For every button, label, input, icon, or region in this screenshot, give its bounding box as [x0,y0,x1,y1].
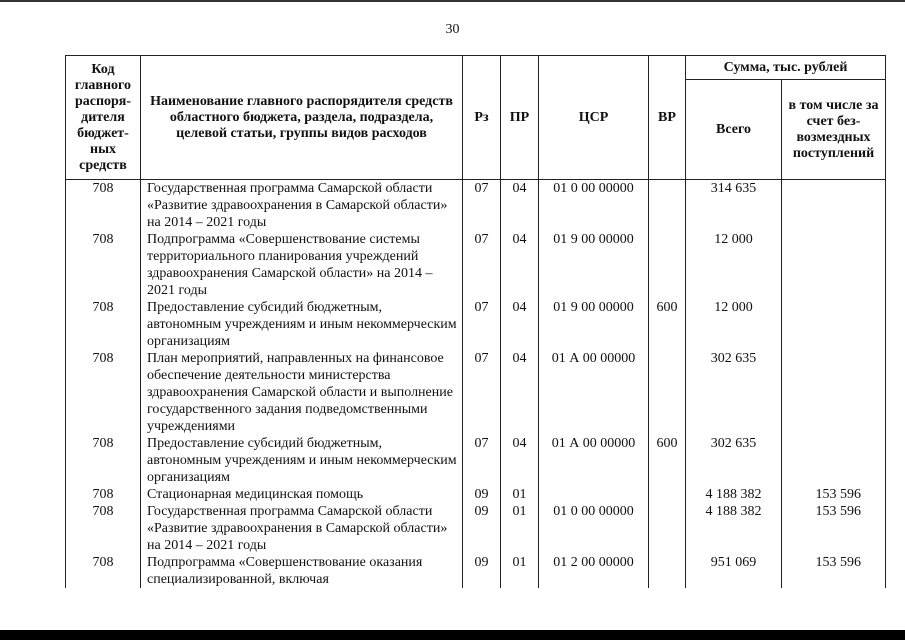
cell-vr: 600 [649,435,686,486]
cell-rz: 09 [463,554,501,588]
cell-total: 4 188 382 [686,503,782,554]
cell-vr [649,231,686,299]
cell-name: Предоставление субсидий бюджетным, автономным учреждениям и иным некоммерческим организациям [141,299,463,350]
cell-code: 708 [66,350,141,435]
cell-csr: 01 А 00 00000 [539,435,649,486]
cell-pr: 01 [501,486,539,503]
table-row [66,231,886,299]
cell-csr: 01 2 00 00000 [539,554,649,588]
cell-csr: 01 0 00 00000 [539,180,649,232]
cell-total: 951 069 [686,554,782,588]
table-row [66,180,886,232]
cell-total: 4 188 382 [686,486,782,503]
cell-name: Государственная программа Самарской области «Развитие здравоохранения в Самарской области» на 2014 – 2021 годы [141,180,463,232]
cell-total: 302 635 [686,435,782,486]
cell-rz: 09 [463,486,501,503]
cell-total: 302 635 [686,350,782,435]
cell-name: Подпрограмма «Совершенствование системы территориального планирования учреждений здравоохранения Самарской области» на 2014 – 2021 годы [141,231,463,299]
cell-free [782,435,886,486]
cell-total: 314 635 [686,180,782,232]
cell-code: 708 [66,180,141,232]
table-row [66,435,886,486]
cell-pr: 01 [501,503,539,554]
table-body [66,180,886,589]
cell-csr [539,486,649,503]
cell-code: 708 [66,435,141,486]
cell-pr: 04 [501,435,539,486]
cell-vr [649,554,686,588]
cell-name: Подпрограмма «Совершенствование оказания специализированной, включая [141,554,463,588]
cell-pr: 01 [501,554,539,588]
table-row [66,486,886,503]
cell-name: Стационарная медицинская помощь [141,486,463,503]
cell-vr [649,503,686,554]
cell-name: План мероприятий, направленных на финансовое обеспечение деятельности министерства здравоохранения Самарской области и выполнение государственного задания подведомственными учреждениями [141,350,463,435]
table-row [66,554,886,588]
header-rz: Рз [463,56,501,180]
cell-rz: 07 [463,350,501,435]
cell-pr: 04 [501,180,539,232]
cell-name: Предоставление субсидий бюджетным, автономным учреждениям и иным некоммерческим организациям [141,435,463,486]
cell-total: 12 000 [686,231,782,299]
cell-pr: 04 [501,350,539,435]
cell-pr: 04 [501,231,539,299]
cell-free [782,231,886,299]
cell-code: 708 [66,486,141,503]
header-code: Код главного распоря-дителя бюджет-ных средств [66,56,141,180]
cell-rz: 09 [463,503,501,554]
table-row [66,503,886,554]
cell-total: 12 000 [686,299,782,350]
cell-free: 153 596 [782,554,886,588]
cell-vr [649,180,686,232]
cell-code: 708 [66,231,141,299]
cell-free: 153 596 [782,503,886,554]
bottom-scan-bar [0,630,905,640]
cell-pr: 04 [501,299,539,350]
cell-code: 708 [66,503,141,554]
budget-table [65,55,886,588]
cell-code: 708 [66,554,141,588]
cell-code: 708 [66,299,141,350]
cell-rz: 07 [463,299,501,350]
cell-free: 153 596 [782,486,886,503]
cell-rz: 07 [463,231,501,299]
cell-vr: 600 [649,299,686,350]
cell-csr: 01 9 00 00000 [539,299,649,350]
page-number: 30 [445,22,460,37]
cell-free [782,299,886,350]
header-pr: ПР [501,56,539,180]
table-row [66,299,886,350]
header-name: Наименование главного распорядителя средств областного бюджета, раздела, подраздела, целевой статьи, группы видов расходов [141,56,463,180]
cell-vr [649,350,686,435]
header-total: Всего [686,80,782,180]
cell-csr: 01 А 00 00000 [539,350,649,435]
cell-vr [649,486,686,503]
header-vr: ВР [649,56,686,180]
top-border-line [0,0,905,2]
header-free: в том числе за счет без-возмездных поступлений [782,80,886,180]
header-sum: Сумма, тыс. рублей [686,56,886,80]
cell-rz: 07 [463,180,501,232]
cell-name: Государственная программа Самарской области «Развитие здравоохранения в Самарской области» на 2014 – 2021 годы [141,503,463,554]
table-header [66,56,886,180]
cell-free [782,180,886,232]
cell-rz: 07 [463,435,501,486]
cell-free [782,350,886,435]
table-row [66,350,886,435]
cell-csr: 01 0 00 00000 [539,503,649,554]
cell-csr: 01 9 00 00000 [539,231,649,299]
header-csr: ЦСР [539,56,649,180]
